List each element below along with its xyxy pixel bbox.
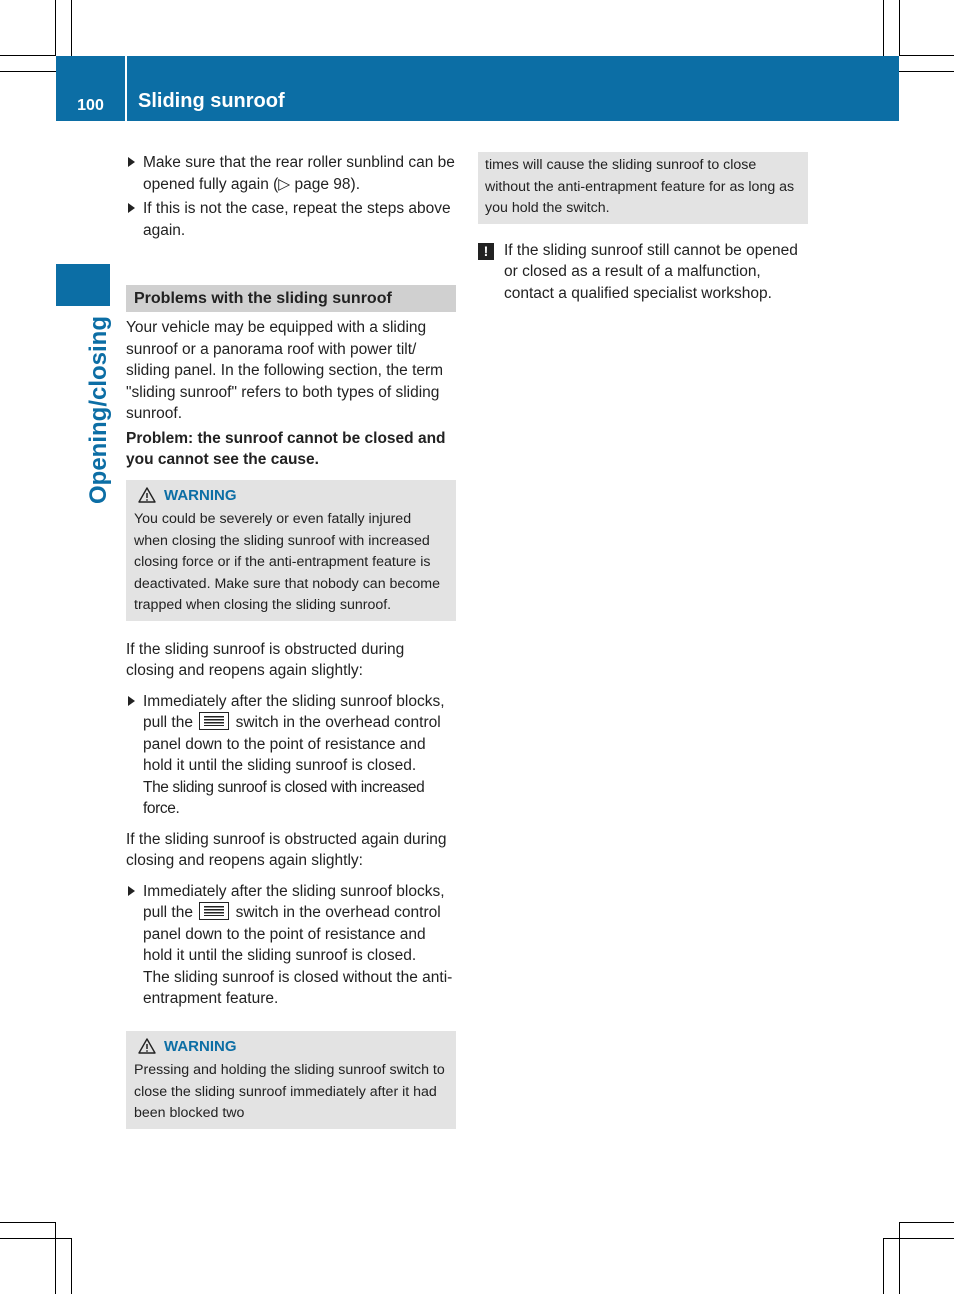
crop-mark	[55, 1222, 56, 1294]
intro-paragraph: Your vehicle may be equipped with a sliding sunroof or a panorama roof with power tilt/ sliding panel. In the following section, the term "sliding sunroof" refers to both types of sliding sunroof.	[126, 319, 444, 422]
warning-title	[134, 1035, 448, 1061]
crop-mark	[883, 1238, 954, 1239]
note	[478, 240, 808, 305]
list-item	[126, 691, 456, 820]
crop-mark	[55, 0, 56, 56]
list-item-text: Immediately after the sliding sunroof blocks, pull the	[143, 692, 445, 731]
section-heading: Problems with the sliding sunroof	[126, 285, 456, 312]
bullet-arrow-icon	[128, 157, 135, 167]
sunroof-switch-icon	[199, 712, 229, 730]
warning-box-continued: times will cause the sliding sunroof to close without the anti-entrapment feature for as long as you hold the switch.	[478, 152, 808, 224]
page-title: Sliding sunroof	[138, 90, 285, 112]
left-column	[126, 152, 456, 1129]
warning-box	[126, 1031, 456, 1129]
crop-mark	[71, 1238, 72, 1294]
crop-mark	[0, 55, 56, 56]
bullet-arrow-icon	[128, 696, 135, 706]
crop-mark	[899, 55, 954, 56]
warning-title-text: WARNING	[164, 1037, 237, 1055]
warning-triangle-icon	[138, 1038, 156, 1054]
page-number: 100	[77, 97, 104, 114]
crop-mark	[0, 1238, 72, 1239]
result-text: The sliding sunroof is closed without the anti-entrapment feature.	[143, 968, 453, 1007]
crop-mark	[883, 1238, 884, 1294]
warning-text: Pressing and holding the sliding sunroof switch to close the sliding sunroof immediately after it had been blocked two	[134, 1062, 445, 1121]
header-divider	[125, 56, 127, 121]
crop-mark	[0, 1222, 56, 1223]
paragraph: If the sliding sunroof is obstructed again during closing and reopens again slightly:	[126, 830, 447, 869]
warning-title-text: WARNING	[164, 486, 237, 504]
list-item	[126, 881, 456, 1010]
warning-box	[126, 480, 456, 621]
warning-triangle-icon	[138, 487, 156, 503]
list-item-text: Make sure that the rear roller sunblind can be opened fully again (▷ page 98).	[143, 154, 455, 193]
list-item-text: switch in the overhead control panel down to the point of resistance and hold it until the sliding sunroof is closed.	[143, 904, 441, 964]
crop-mark	[899, 71, 954, 72]
crop-mark	[71, 0, 72, 56]
right-column	[478, 152, 808, 304]
paragraph: If the sliding sunroof is obstructed during closing and reopens again slightly:	[126, 640, 405, 679]
sunroof-switch-icon	[199, 902, 229, 920]
crop-mark	[899, 1222, 900, 1294]
crop-mark	[899, 0, 900, 56]
side-tab-marker	[56, 264, 110, 306]
warning-title	[134, 484, 448, 510]
crop-mark	[883, 0, 884, 56]
bullet-arrow-icon	[128, 203, 135, 213]
list-item	[126, 198, 456, 241]
bullet-arrow-icon	[128, 886, 135, 896]
side-tab-label: Opening/closing	[85, 315, 112, 504]
result-text: The sliding sunroof is closed with increased force.	[143, 778, 425, 817]
warning-text: You could be severely or even fatally injured when closing the sliding sunroof with increased closing force or if the anti-entrapment feature is deactivated. Make sure that nobody can become trapped when closing the sliding sunroof.	[134, 511, 441, 613]
note-text: If the sliding sunroof still cannot be opened or closed as a result of a malfunction, contact a qualified specialist workshop.	[504, 241, 798, 302]
list-item-text: If this is not the case, repeat the steps above again.	[143, 200, 451, 239]
list-item-text: switch in the overhead control panel down to the point of resistance and hold it until the sliding sunroof is closed.	[143, 714, 441, 774]
list-item	[126, 152, 456, 195]
exclamation-icon: !	[478, 243, 494, 260]
list-item-text: Immediately after the sliding sunroof blocks, pull the	[143, 882, 445, 921]
crop-mark	[899, 1222, 954, 1223]
crop-mark	[0, 71, 56, 72]
problem-heading: Problem: the sunroof cannot be closed and you cannot see the cause.	[126, 429, 446, 468]
